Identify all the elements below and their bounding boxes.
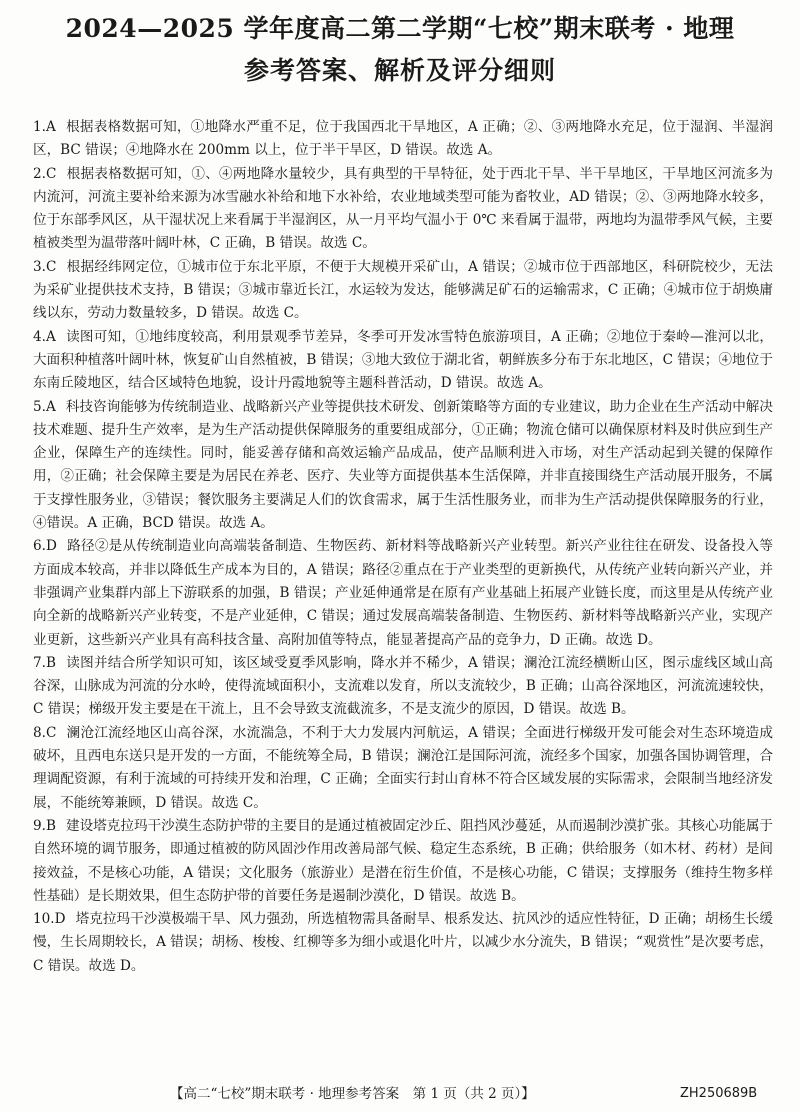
question-number: 9. — [33, 817, 46, 834]
answer-explanation: 读图可知，①地纬度较高，利用景观季节差异，冬季可开发冰雪特色旅游项目，A 正确；②地位于秦岭—淮河以北，大面积种植落叶阔叶林，恢复矿山自然植被，B 错误；③地大致位于湖北省，朝鲜族多分布于东北地区，C 错误；④地位于东南丘陵地区，结合区域特色地貌，设计丹霞地貌等主题科普活动，D 错误。故选 A。 — [33, 328, 773, 392]
answer-choice: A — [45, 119, 56, 135]
answer-choice: A — [45, 328, 56, 345]
answer-choice: A — [45, 398, 56, 415]
question-number: 8. — [33, 724, 46, 741]
answer-choice: C — [45, 724, 57, 741]
answer-item — [33, 396, 773, 536]
answer-choice: B — [45, 654, 56, 671]
answer-explanation: 路径②是从传统制造业向高端装备制造、生物医药、新材料等战略新兴产业转型。新兴产业往往在研发、设备投入等方面成本较高，并非以降低生产成本为目的，A 错误；路径②重点在于产业类型的更新换代，从传统产业转向新兴产业，并非强调产业集群内部上下游联系的加强，B 错误；产业延伸通常是在原有产业基础上拓展产业链长度，而这里是从传统产业向全新的战略新兴产业转变，不是产业延伸，C 错误；通过发展高端装备制造、生物医药、新材料等战略新兴产业，实现产业更新，这些新兴产业具有高科技含量、高附加值等特点，能显著提高产品的竞争力，D 正确。故选 D。 — [33, 538, 773, 648]
answer-explanation: 读图并结合所学知识可知，该区域受夏季风影响，降水并不稀少，A 错误；澜沧江流经横断山区，图示虚线区域山高谷深，山脉成为河流的分水岭，使得流域面积小，支流难以发育，所以支流较少，B 正确；山高谷深地区，河流流速较快，C 错误；梯级开发主要是在干流上，且不会导致支流截流多，不是支流少的原因，D 错误。故选 B。 — [33, 654, 773, 718]
answer-item — [33, 326, 773, 396]
answer-item — [33, 163, 773, 256]
footer-label: 【高二“七校”期末联考 · 地理参考答案 第 1 页（共 2 页）】 — [170, 1086, 535, 1102]
answer-item — [33, 535, 773, 651]
question-number: 4. — [33, 328, 46, 345]
document-subtitle: 参考答案、解析及评分细则 — [243, 56, 556, 85]
question-number: 7. — [33, 654, 46, 671]
document-code: ZH250689B — [680, 1086, 758, 1101]
question-number: 2. — [33, 165, 46, 182]
question-number: 5. — [33, 398, 46, 415]
answer-explanation: 根据表格数据可知，①、④两地降水量较少，具有典型的干旱特征，处于西北干旱、半干旱地区，干旱地区河流多为内流河，河流主要补给来源为冰雪融水补给和地下水补给，农业地域类型可能为畜牧业，AD 错误；②、③两地降水较多，位于东部季风区，从干湿状况上来看属于半湿润区，从一月平均气温小于 0℃ 来看属于温带，两地均为温带季风气候，主要植被类型为温带落叶阔叶林，C 正确，B 错误。故选 C。 — [33, 165, 773, 252]
question-number: 10. — [33, 911, 55, 928]
answer-item — [33, 722, 773, 815]
page-footer — [0, 1082, 800, 1106]
answer-item — [33, 116, 773, 163]
answer-item — [33, 815, 773, 908]
answer-explanation: 塔克拉玛干沙漠极端干旱、风力强劲，所选植物需具备耐旱、根系发达、抗风沙的适应性特征，D 正确；胡杨生长缓慢，生长周期较长，A 错误；胡杨、梭梭、红柳等多为细小或退化叶片，以减少水分流失，B 错误；“观赏性”是次要考虑，C 错误。故选 D。 — [33, 911, 774, 974]
answer-list — [33, 116, 773, 978]
document-title: 2024—2025 学年度高二第二学期“七校”期末联考 · 地理 — [65, 14, 735, 43]
answer-item — [33, 256, 773, 326]
answer-item — [33, 908, 773, 978]
question-number: 6. — [33, 538, 46, 555]
answer-explanation: 建设塔克拉玛干沙漠生态防护带的主要目的是通过植被固定沙丘、阻挡风沙蔓延，从而遏制沙漠扩张。其核心功能属于自然环境的调节服务，即通过植被的防风固沙作用改善局部气候、稳定生态系统，B 正确；供给服务（如木材、药材）是间接效益，不是核心功能，A 错误；文化服务（旅游业）是潜在衍生价值，不是核心功能，C 错误；支撑服务（维持生物多样性基础）是长期效果，但生态防护带的首要任务是遏制沙漠化，D 错误。故选 B。 — [33, 817, 773, 904]
answer-explanation: 根据表格数据可知，①地降水严重不足，位于我国西北干旱地区，A 正确；②、③两地降水充足，位于湿润、半湿润区，BC 错误；④地降水在 200mm 以上，位于半干旱区，D 错误。故选 A。 — [33, 119, 773, 159]
question-number: 1. — [33, 119, 46, 135]
answer-item — [33, 652, 773, 722]
title-block — [0, 12, 800, 88]
answer-choice: D — [54, 911, 66, 928]
answer-choice: B — [45, 817, 56, 834]
answer-choice: C — [45, 258, 57, 275]
answer-choice: C — [45, 165, 57, 182]
answer-explanation: 澜沧江流经地区山高谷深，水流湍急，不利于大力发展内河航运，A 错误；全面进行梯级开发可能会对生态环境造成破坏，且西电东送只是开发的一方面，不能统筹全局，B 错误；澜沧江是国际河流，流经多个国家，加强各国协调管理，合理调配资源，有利于流域的可持续开发和治理，C 正确；全面实行封山育林不符合区域发展的实际需求，会限制当地经济发展，不能统筹兼顾，D 错误。故选 C。 — [33, 724, 773, 811]
question-number: 3. — [33, 258, 46, 275]
answer-explanation: 科技咨询能够为传统制造业、战略新兴产业等提供技术研发、创新策略等方面的专业建议，助力企业在生产活动中解决技术难题、提升生产效率，是为生产活动提供保障服务的重要组成部分，①正确；物流仓储可以确保原材料及时供应到生产企业，保障生产的连续性。同时，能妥善存储和高效运输产品成品，使产品顺利进入市场，对生产活动起到关键的保障作用，②正确；社会保障主要是为居民在养老、医疗、失业等方面提供基本生活保障，并非直接围绕生产活动展开服务，不属于支撑性服务业，③错误；餐饮服务主要满足人们的饮食需求，属于生活性服务业，而非为生产活动提供保障服务的行业，④错误。A 正确，BCD 错误。故选 A。 — [33, 398, 773, 532]
answer-choice: D — [45, 538, 57, 555]
answer-explanation: 根据经纬网定位，①城市位于东北平原，不便于大规模开采矿山，A 错误；②城市位于西部地区，科研院校少，无法为采矿业提供技术支持，B 错误；③城市靠近长江，水运较为发达，能够满足矿石的运输需求，C 正确；④城市位于胡焕庸线以东，劳动力数量较多，D 错误。故选 C。 — [33, 258, 773, 322]
